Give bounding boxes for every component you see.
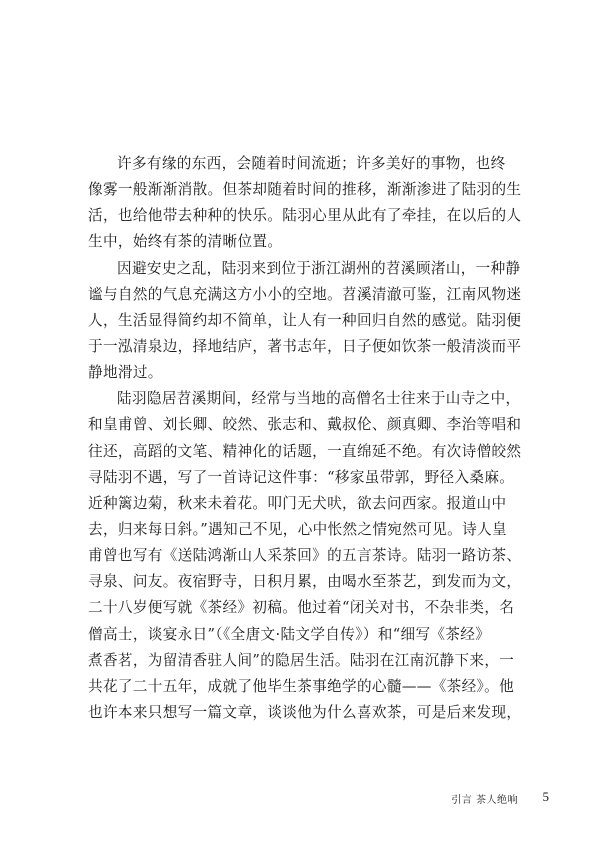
paragraph-1 [88, 151, 528, 256]
text-line: 也许本来只想写一篇文章，谈谈他为什么喜欢茶，可是后来发现， [88, 703, 522, 721]
text-line: 人，生活显得简约却不简单，让人有一种回归自然的感觉。陆羽便 [88, 311, 522, 329]
text-line: 煮香茗，为留清香驻人间”的隐居生活。陆羽在江南沉静下来，一 [88, 651, 515, 669]
text-line: 许多有缘的东西，会随着时间流逝；许多美好的事物，也终 [117, 155, 506, 172]
text-line: 于一泓清泉边，择地结庐，著书志年，日子便如饮茶一般清淡而平 [88, 337, 522, 355]
text-line: 僧高士，谈宴永日”（《全唐文·陆文学自传》）和“细写《茶经》 [88, 625, 491, 643]
text-line: 静地滑过。 [88, 364, 163, 382]
text-line: 陆羽隐居苕溪期间，经常与当地的高僧名士往来于山寺之中， [117, 390, 521, 408]
text-line: 去，归来每日斜。”遇知己不见，心中怅然之情宛然可见。诗人皇 [88, 520, 507, 538]
text-line: 谧与自然的气息充满这方小小的空地。苕溪清澈可鉴，江南风物迷 [88, 285, 522, 303]
text-line: 寻泉、问友。夜宿野寺，日积月累，由喝水至茶艺，到发而为文， [88, 573, 522, 591]
text-line: 寻陆羽不遇，写了一首诗记这件事：“移家虽带郭，野径入桑麻。 [88, 468, 515, 486]
text-line: 活，也给他带去种种的快乐。陆羽心里从此有了牵挂，在以后的人 [88, 207, 522, 225]
text-line: 因避安史之乱，陆羽来到位于浙江湖州的苕溪顾渚山，一种静 [117, 259, 521, 277]
body-text [88, 151, 528, 726]
page-footer [0, 789, 600, 809]
text-line: 近种篱边菊，秋来未着花。叩门无犬吠，欲去问西家。报道山中 [88, 494, 507, 512]
text-line: 像雾一般渐渐消散。但茶却随着时间的推移，渐渐渗进了陆羽的生 [88, 181, 522, 199]
text-line: 生中，始终有茶的清晰位置。 [88, 233, 283, 251]
text-line: 共花了二十五年，成就了他毕生茶事绝学的心髓——《茶经》。他 [88, 677, 515, 695]
text-line: 往还，高蹈的文笔、精神化的话题，一直绵延不绝。有次诗僧皎然 [88, 442, 522, 460]
paragraph-3 [88, 386, 528, 726]
text-line: 甫曾也写有《送陆鸿渐山人采茶回》的五言茶诗。陆羽一路访茶、 [88, 547, 522, 565]
page-number: 5 [542, 789, 549, 804]
running-footer-title: 引言 茶人绝响 [451, 795, 518, 806]
text-line: 二十八岁便写就《茶经》初稿。他过着“闭关对书，不杂非类，名 [88, 599, 515, 617]
paragraph-2 [88, 256, 528, 387]
text-line: 和皇甫曾、刘长卿、皎然、张志和、戴叔伦、颜真卿、李治等唱和 [88, 416, 522, 434]
